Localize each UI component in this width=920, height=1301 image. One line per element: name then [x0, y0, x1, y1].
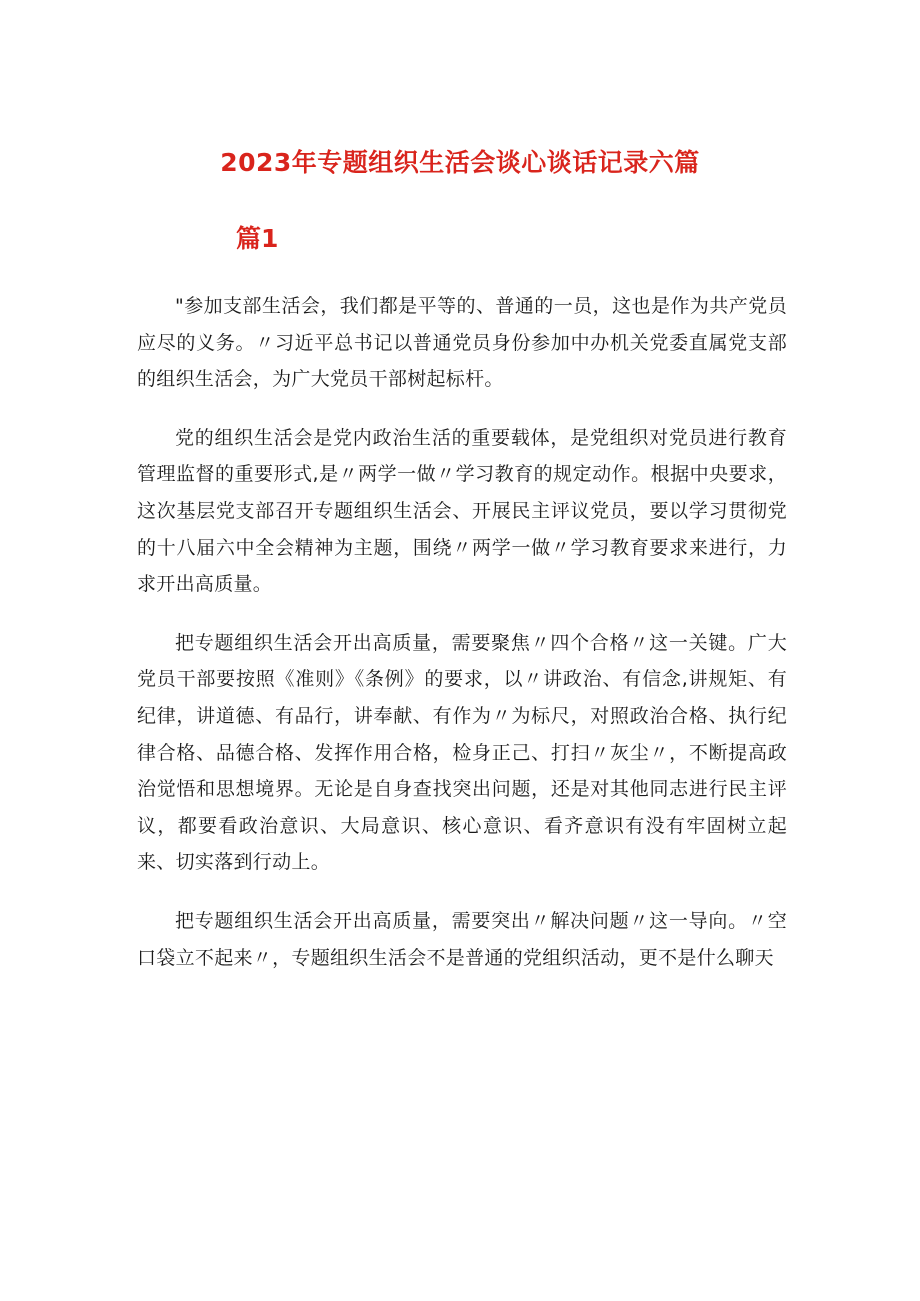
document-body [137, 288, 787, 998]
paragraph-3: 把专题组织生活会开出高质量，需要聚焦〃四个合格〃这一关键。广大党员干部要按照《准则》《条例》的要求，以〃讲政治、有信念,讲规矩、有纪律，讲道德、有品行，讲奉献、有作为〃为标尺，对照政治合格、执行纪律合格、品德合格、发挥作用合格，检身正己、打扫〃灰尘〃，不断提高政治觉悟和思想境界。无论是自身查找突出问题，还是对其他同志进行民主评议，都要看政治意识、大局意识、核心意识、看齐意识有没有牢固树立起来、切实落到行动上。 [137, 631, 787, 874]
paragraph-2: 党的组织生活会是党内政治生活的重要载体，是党组织对党员进行教育管理监督的重要形式,是〃两学一做〃学习教育的规定动作。根据中央要求，这次基层党支部召开专题组织生活会、开展民主评议党员，要以学习贯彻党的十八届六中全会精神为主题，围绕〃两学一做〃学习教育要求来进行，力求开出高质量。 [137, 426, 787, 596]
paragraph-4: 把专题组织生活会开出高质量，需要突出〃解决问题〃这一导向。〃空口袋立不起来〃，专题组织生活会不是普通的党组织活动，更不是什么聊天 [137, 909, 787, 969]
section-heading: 篇1 [236, 224, 279, 253]
paragraph-1: "参加支部生活会，我们都是平等的、普通的一员，这也是作为共产党员应尽的义务。〃习近平总书记以普通党员身份参加中办机关党委直属党支部的组织生活会，为广大党员干部树起标杆。 [137, 295, 787, 391]
document-title: 2023年专题组织生活会谈心谈话记录六篇 [220, 148, 700, 177]
